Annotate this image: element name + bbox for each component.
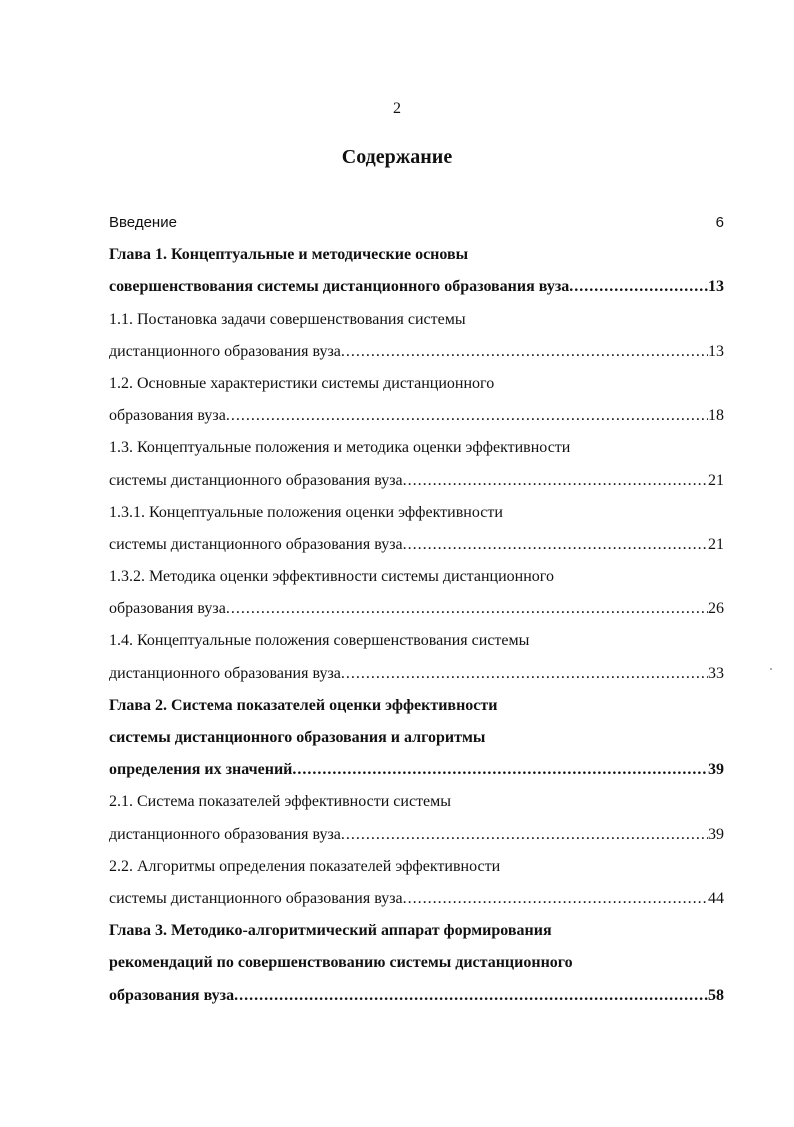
toc-entry-text: 1.1. Постановка задачи совершенствования системы xyxy=(109,310,466,328)
toc-page-number: 13 xyxy=(708,278,724,296)
dot-leader xyxy=(234,984,708,1008)
toc-entry-text: 1.2. Основные характеристики системы дистанционного xyxy=(109,374,495,392)
toc-entry-text: 1.4. Концептуальные положения совершенствования системы xyxy=(109,632,530,650)
dot-leader xyxy=(403,887,708,911)
dot-leader xyxy=(569,275,708,299)
toc-line xyxy=(109,340,724,372)
toc-line xyxy=(109,758,724,790)
dot-leader xyxy=(341,823,708,847)
toc-line xyxy=(109,629,724,661)
toc-line xyxy=(109,823,724,855)
toc-line xyxy=(109,565,724,597)
toc-line xyxy=(109,533,724,565)
page-title: Содержание xyxy=(341,146,453,168)
toc-entry-text: рекомендаций по совершенствованию системы дистанционного xyxy=(109,954,573,972)
toc-entry-text: образования вуза xyxy=(109,407,226,425)
toc-line xyxy=(109,984,724,1016)
toc-page-number: 21 xyxy=(708,471,724,489)
dot-leader xyxy=(292,758,708,782)
toc-entry-text: Глава 3. Методико-алгоритмический аппарат формирования xyxy=(109,922,552,940)
toc-line xyxy=(109,887,724,919)
toc-line xyxy=(109,436,724,468)
dot-leader xyxy=(226,404,708,428)
toc-entry-text: дистанционного образования вуза xyxy=(109,825,341,843)
dot-leader xyxy=(341,662,708,686)
toc-line xyxy=(109,919,724,951)
toc-line xyxy=(109,726,724,758)
toc-entry-text: совершенствования системы дистанционного образования вуза xyxy=(109,278,570,296)
table-of-contents xyxy=(109,211,724,1016)
toc-entry-text: определения их значений xyxy=(109,761,293,779)
toc-page-number: 44 xyxy=(708,889,724,907)
toc-line xyxy=(109,404,724,436)
toc-page-number: 18 xyxy=(708,407,724,425)
toc-entry-text: 2.1. Система показателей эффективности системы xyxy=(109,793,452,811)
toc-page-number: 58 xyxy=(708,986,724,1004)
toc-entry-text: 1.3. Концептуальные положения и методика оценки эффективности xyxy=(109,439,571,457)
toc-line xyxy=(109,790,724,822)
toc-entry-text: дистанционного образования вуза xyxy=(109,664,341,682)
toc-line xyxy=(109,501,724,533)
toc-page-number: 39 xyxy=(708,825,724,843)
toc-line xyxy=(109,951,724,983)
toc-line xyxy=(109,308,724,340)
toc-line xyxy=(109,662,724,694)
dot-leader xyxy=(403,469,708,493)
toc-entry-text: образования вуза xyxy=(109,600,226,618)
dot-leader xyxy=(341,340,708,364)
toc-entry-text: системы дистанционного образования вуза xyxy=(109,889,403,907)
toc-page-number: 21 xyxy=(708,535,724,553)
toc-entry-text: системы дистанционного образования вуза xyxy=(109,471,403,489)
toc-page-number: 6 xyxy=(715,214,724,231)
toc-line xyxy=(109,211,724,243)
toc-entry-text: 2.2. Алгоритмы определения показателей эффективности xyxy=(109,857,501,875)
toc-entry-text: 1.3.2. Методика оценки эффективности системы дистанционного xyxy=(109,568,554,586)
toc-line xyxy=(109,243,724,275)
toc-entry-text: системы дистанционного образования и алгоритмы xyxy=(109,729,486,746)
toc-line xyxy=(109,694,724,726)
toc-entry-text: Глава 2. Система показателей оценки эффективности xyxy=(109,696,498,714)
toc-line xyxy=(109,372,724,404)
toc-entry-text: дистанционного образования вуза xyxy=(109,342,341,360)
toc-line xyxy=(109,275,724,307)
toc-entry-text: системы дистанционного образования вуза xyxy=(109,535,403,553)
dot-leader xyxy=(226,597,708,621)
toc-page-number: 13 xyxy=(708,342,724,360)
toc-line xyxy=(109,855,724,887)
toc-page-number: 39 xyxy=(708,761,724,779)
toc-entry-text: 1.3.1. Концептуальные положения оценки эффективности xyxy=(109,503,503,521)
dot-leader xyxy=(403,533,708,557)
toc-page-number: 26 xyxy=(708,600,724,618)
toc-entry-text: Введение xyxy=(109,214,177,231)
toc-entry-text: образования вуза xyxy=(109,986,235,1004)
page-number: 2 xyxy=(393,100,401,117)
toc-entry-text: Глава 1. Концептуальные и методические основы xyxy=(109,246,469,264)
toc-line xyxy=(109,469,724,501)
toc-page-number: 33 xyxy=(708,664,724,682)
toc-line xyxy=(109,597,724,629)
scan-speck xyxy=(770,668,772,670)
